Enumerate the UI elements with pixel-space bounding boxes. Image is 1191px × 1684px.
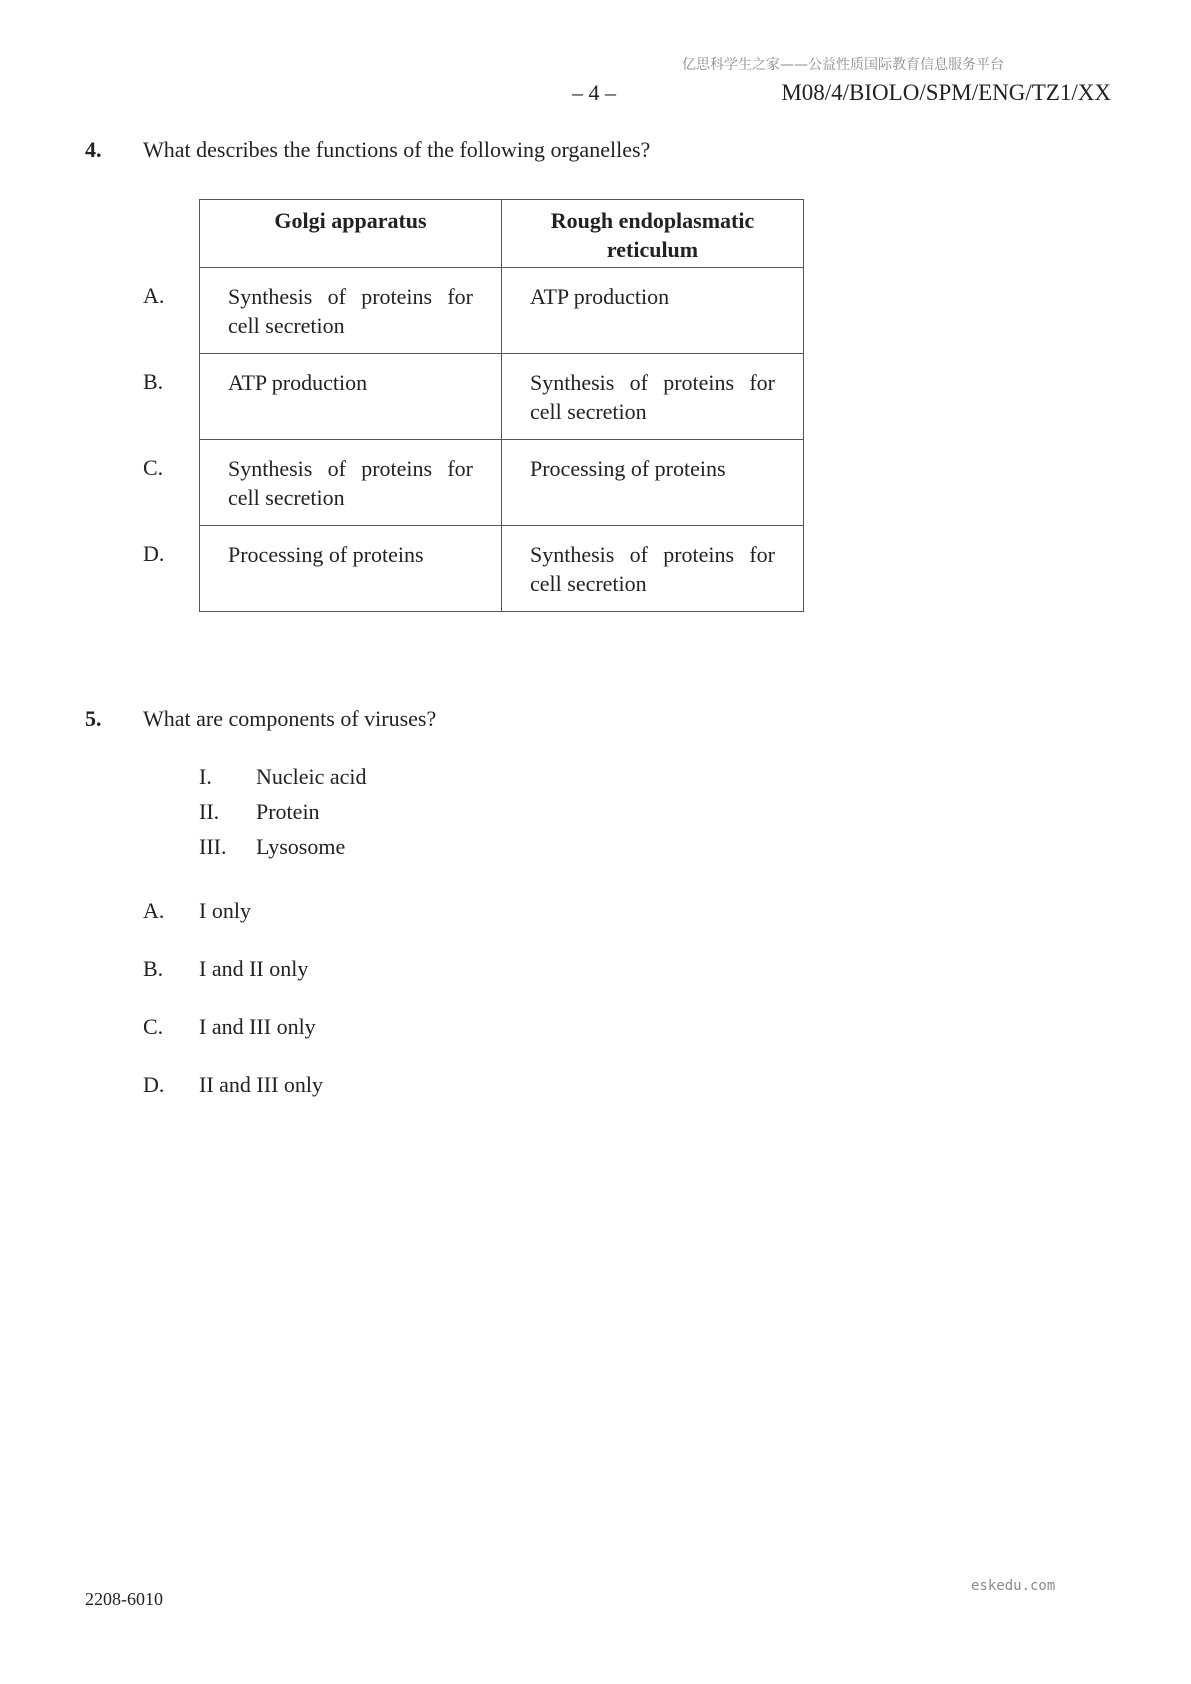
- question-4-number: 4.: [85, 137, 102, 162]
- table-cell: Synthesis of proteins for cell secretion: [502, 526, 804, 612]
- page-number: – 4 –: [572, 80, 616, 105]
- item-text: Protein: [256, 799, 320, 824]
- paper-code: M08/4/BIOLO/SPM/ENG/TZ1/XX: [781, 80, 1111, 105]
- organelle-functions-table: [199, 199, 804, 612]
- table-cell: Processing of proteins: [200, 526, 502, 612]
- column-header-rer: Rough endoplasmatic reticulum: [502, 200, 804, 268]
- option-letter-b: B.: [143, 956, 164, 981]
- option-text-d: II and III only: [199, 1072, 324, 1097]
- option-text-b: I and II only: [199, 956, 309, 981]
- option-letter-c: C.: [143, 1014, 164, 1039]
- table-cell: ATP production: [502, 268, 804, 354]
- table-cell: Synthesis of proteins for cell secretion: [200, 268, 502, 354]
- option-letter-a: A.: [143, 283, 165, 308]
- table-cell: Synthesis of proteins for cell secretion: [502, 354, 804, 440]
- table-row: [200, 440, 804, 526]
- table-row: [200, 354, 804, 440]
- option-text-c: I and III only: [199, 1014, 316, 1039]
- option-letter-d: D.: [143, 1072, 165, 1097]
- watermark-footer: eskedu.com: [971, 1578, 1056, 1594]
- option-letter-a: A.: [143, 898, 165, 923]
- item-number: II.: [199, 799, 220, 824]
- option-letter-b: B.: [143, 369, 164, 394]
- footer-code: 2208-6010: [85, 1589, 163, 1609]
- option-text-a: I only: [199, 898, 251, 923]
- item-text: Nucleic acid: [256, 764, 367, 789]
- item-text: Lysosome: [256, 834, 346, 859]
- table-cell: Processing of proteins: [502, 440, 804, 526]
- option-letter-d: D.: [143, 541, 165, 566]
- table-row: [200, 268, 804, 354]
- column-header-golgi: Golgi apparatus: [200, 200, 502, 268]
- table-cell: Synthesis of proteins for cell secretion: [200, 440, 502, 526]
- question-4-text: What describes the functions of the following organelles?: [143, 137, 651, 162]
- item-number: I.: [199, 764, 212, 789]
- table-row: [200, 526, 804, 612]
- watermark-header: 亿思科学生之家——公益性质国际教育信息服务平台: [682, 57, 1004, 73]
- item-number: III.: [199, 834, 227, 859]
- question-5-number: 5.: [85, 706, 102, 731]
- table-header-row: [200, 200, 804, 268]
- question-5-text: What are components of viruses?: [143, 706, 437, 731]
- option-letter-c: C.: [143, 455, 164, 480]
- table-cell: ATP production: [200, 354, 502, 440]
